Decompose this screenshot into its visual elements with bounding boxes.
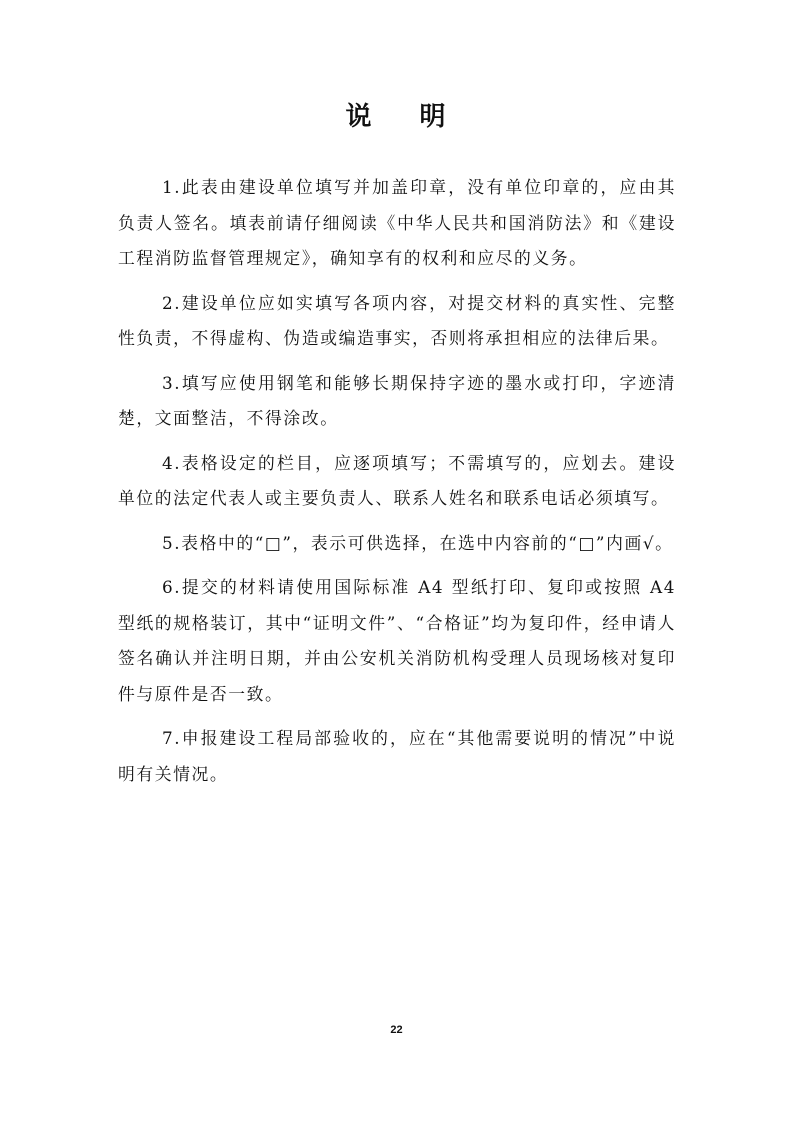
instruction-item-3: 3.填写应使用钢笔和能够长期保持字迹的墨水或打印，字迹清楚，文面整洁，不得涂改。 <box>118 372 676 428</box>
instruction-item-5: 5.表格中的“□”，表示可供选择，在选中内容前的“□”内画√。 <box>162 532 674 553</box>
instruction-item-7: 7.申报建设工程局部验收的，应在“其他需要说明的情况”中说明有关情况。 <box>118 728 676 784</box>
page-title-first-char: 说 <box>345 102 374 132</box>
page-number: 22 <box>390 1024 403 1036</box>
page-title <box>0 99 793 135</box>
instructions-body <box>118 170 676 801</box>
instruction-item-1: 1.此表由建设单位填写并加盖印章，没有单位印章的，应由其负责人签名。填表前请仔细阅读《中华人民共和国消防法》和《建设工程消防监督管理规定》，确知享有的权利和应尽的义务。 <box>118 177 676 268</box>
instruction-item-2: 2.建设单位应如实填写各项内容，对提交材料的真实性、完整性负责，不得虚构、伪造或编造事实，否则将承担相应的法律后果。 <box>118 292 676 348</box>
instruction-item-4: 4.表格设定的栏目，应逐项填写；不需填写的，应划去。建设单位的法定代表人或主要负责人、联系人姓名和联系电话必须填写。 <box>118 452 676 508</box>
instruction-item-6: 6.提交的材料请使用国际标准 A4 型纸打印、复印或按照 A4 型纸的规格装订，其中“证明文件”、“合格证”均为复印件，经申请人签名确认并注明日期，并由公安机关消防机构受理人员现场核对复印件与原件是否一致。 <box>118 577 676 704</box>
page-title-second-char: 明 <box>419 102 448 132</box>
